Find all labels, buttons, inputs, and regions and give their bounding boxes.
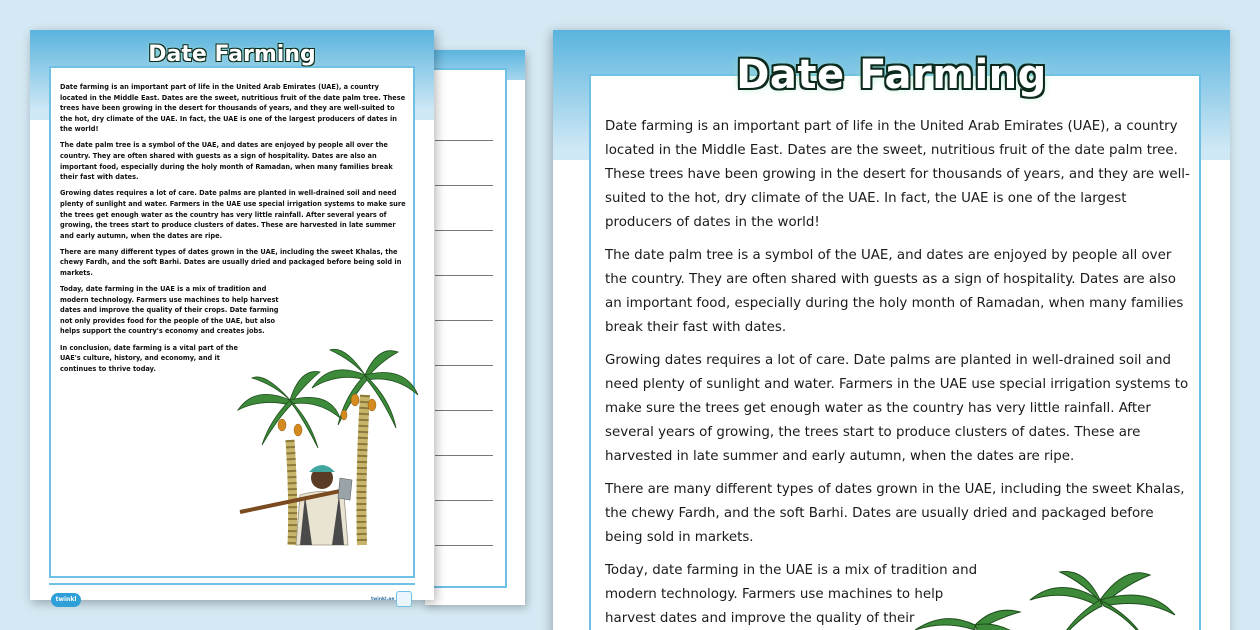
small-paragraph-4: There are many different types of dates grown in the UAE, including the sweet Khalas, the chewy Fardh, and the soft Barhi. Dates are usually dried and packaged before being sold in markets. xyxy=(60,247,402,277)
small-paragraph-1: Date farming is an important part of life in the United Arab Emirates (UAE), a country located in the Middle East. Dates are the sweet, nutritious fruit of the date palm tree. These trees have been growing in the desert for thousands of years, and they are well-suited to the hot, dry climate of the UAE. In fact, the UAE is one of the largest producers of dates in the world! xyxy=(60,83,406,134)
small-page-title: Date Farming xyxy=(148,42,316,67)
large-paragraph-5: Today, date farming in the UAE is a mix of tradition and modern technology. Farmers use machines to help harvest dates and improve the quality of their xyxy=(605,563,978,626)
large-paragraph-1: Date farming is an important part of life in the United Arab Emirates (UAE), a country located in the Middle East. Dates are the sweet, nutritious fruit of the date palm tree. These trees have been growing in the desert for thousands of years, and they are well-suited to the hot, dry climate of the UAE. In fact, the UAE is one of the largest producers of dates in the world! xyxy=(605,119,1190,230)
large-page-title: Date Farming xyxy=(736,52,1047,98)
small-paragraph-3: Growing dates requires a lot of care. Date palms are planted in well-drained soil and need plenty of sunlight and water. Farmers in the UAE use special irrigation systems to make sure the trees get enough water as the country has very little rainfall. After several years of growing, the trees start to produce clusters of dates. These are harvested in late summer and early autumn, when the dates are ripe. xyxy=(60,189,406,240)
twinkl-logo: twinkl xyxy=(51,593,81,607)
footer-url: twinkl.ae xyxy=(371,597,395,602)
small-paragraph-6: In conclusion, date farming is a vital part of the UAE's culture, history, and economy, and it continues to thrive today. xyxy=(60,343,238,373)
small-paragraph-2: The date palm tree is a symbol of the UAE, and dates are enjoyed by people all over the country. They are often shared with guests as a sign of hospitality. Dates are also an important food, especially during the holy month of Ramadan, when many families break their fast with dates. xyxy=(60,141,393,182)
large-paragraph-4: There are many different types of dates grown in the UAE, including the sweet Khalas, the chewy Fardh, and the soft Barhi. Dates are usually dried and packaged before being sold in markets. xyxy=(605,482,1185,545)
small-paragraph-5: Today, date farming in the UAE is a mix of tradition and modern technology. Farmers use machines to help harvest dates and improve the quality of their crops. Date farming not only provides food for the people of the UAE, but also helps support the country's economy and creates jobs. xyxy=(60,285,279,336)
large-paragraph-2: The date palm tree is a symbol of the UAE, and dates are enjoyed by people all over the country. They are often shared with guests as a sign of hospitality. Dates are also an important food, especially during the holy month of Ramadan, when many families break their fast with dates. xyxy=(605,248,1184,335)
large-paragraph-3: Growing dates requires a lot of care. Date palms are planted in well-drained soil and need plenty of sunlight and water. Farmers in the UAE use special irrigation systems to make sure the trees get enough water as the country has very little rainfall. After several years of growing, the trees start to produce clusters of dates. These are harvested in late summer and early autumn, when the dates are ripe. xyxy=(605,353,1189,464)
